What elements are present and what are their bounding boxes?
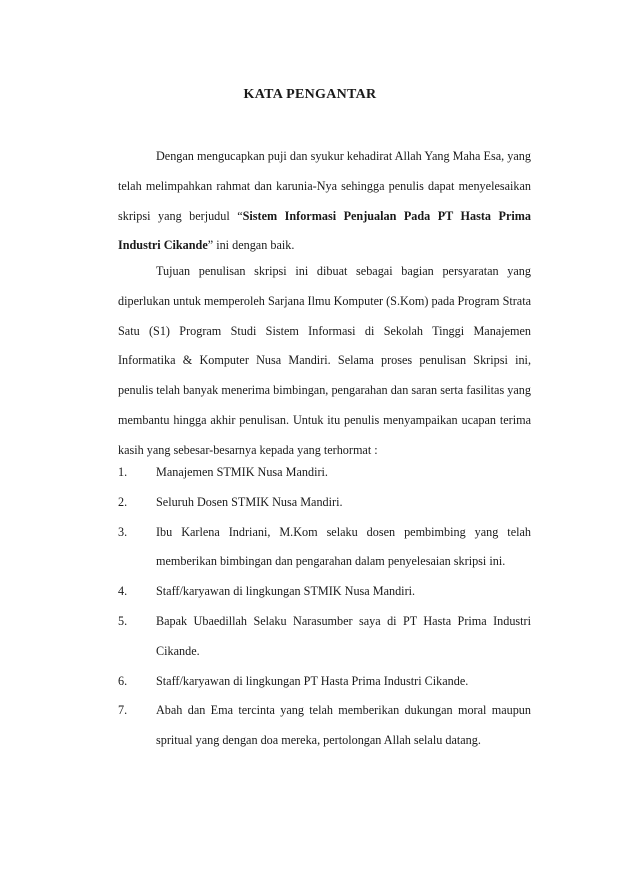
list-item-text: Manajemen STMIK Nusa Mandiri. [156, 465, 328, 479]
list-item-number: 5. [118, 613, 128, 628]
list-item-text: Bapak Ubaedillah Selaku Narasumber saya di PT Hasta Prima Industri Cikande. [156, 613, 531, 658]
thesis-title: Sistem Informasi Penjualan Pada PT Hasta Prima Industri Cikande [118, 208, 531, 253]
acknowledgement-list [118, 458, 531, 756]
page-title: KATA PENGANTAR [243, 87, 377, 102]
list-item-text: Ibu Karlena Indriani, M.Kom selaku dosen pembimbing yang telah memberikan bimbingan dan pengarahan dalam penyelesaian skripsi ini. [156, 524, 531, 569]
list-item [118, 577, 531, 607]
list-item-number: 7. [118, 703, 128, 718]
list-item [118, 607, 531, 667]
opening-paragraph [118, 142, 531, 261]
list-item-text: Staff/karyawan di lingkungan PT Hasta Prima Industri Cikande. [156, 673, 469, 688]
list-item-text: Abah dan Ema tercinta yang telah memberikan dukungan moral maupun spritual yang dengan doa mereka, pertolongan Allah selalu datang. [156, 703, 531, 748]
list-item-text: Staff/karyawan di lingkungan STMIK Nusa Mandiri. [156, 584, 416, 599]
purpose-paragraph: Tujuan penulisan skripsi ini dibuat sebagai bagian persyaratan yang diperlukan untuk memperoleh Sarjana Ilmu Komputer (S.Kom) pada Program Strata Satu (S1) Program Studi Sistem Informasi di Sekolah Tinggi Manajemen Informatika & Komputer Nusa Mandiri. Selama proses penulisan Skripsi ini, penulis telah banyak menerima bimbingan, pengarahan dan saran serta fasilitas yang membantu hingga akhir penulisan. Untuk itu penulis menyampaikan ucapan terima kasih yang sebesar-besarnya kepada yang terhormat : [118, 264, 531, 457]
list-item-number: 1. [118, 465, 128, 479]
list-item-number: 2. [118, 494, 128, 509]
list-item [118, 667, 531, 697]
list-item [118, 518, 531, 578]
list-item [118, 488, 531, 518]
list-item [118, 458, 531, 488]
list-item-number: 3. [118, 524, 128, 539]
list-item-number: 6. [118, 673, 128, 688]
opening-paragraph-tail: ” ini dengan baik. [207, 238, 295, 253]
list-item-text: Seluruh Dosen STMIK Nusa Mandiri. [156, 494, 343, 509]
opening-paragraph-lead: Dengan mengucapkan puji dan syukur kehadirat Allah Yang Maha Esa, yang telah melimpahkan rahmat dan karunia-Nya sehingga penulis dapat menyelesaikan skripsi yang berjudul “ [118, 149, 531, 223]
list-item-number: 4. [118, 584, 128, 599]
list-item [118, 696, 531, 756]
